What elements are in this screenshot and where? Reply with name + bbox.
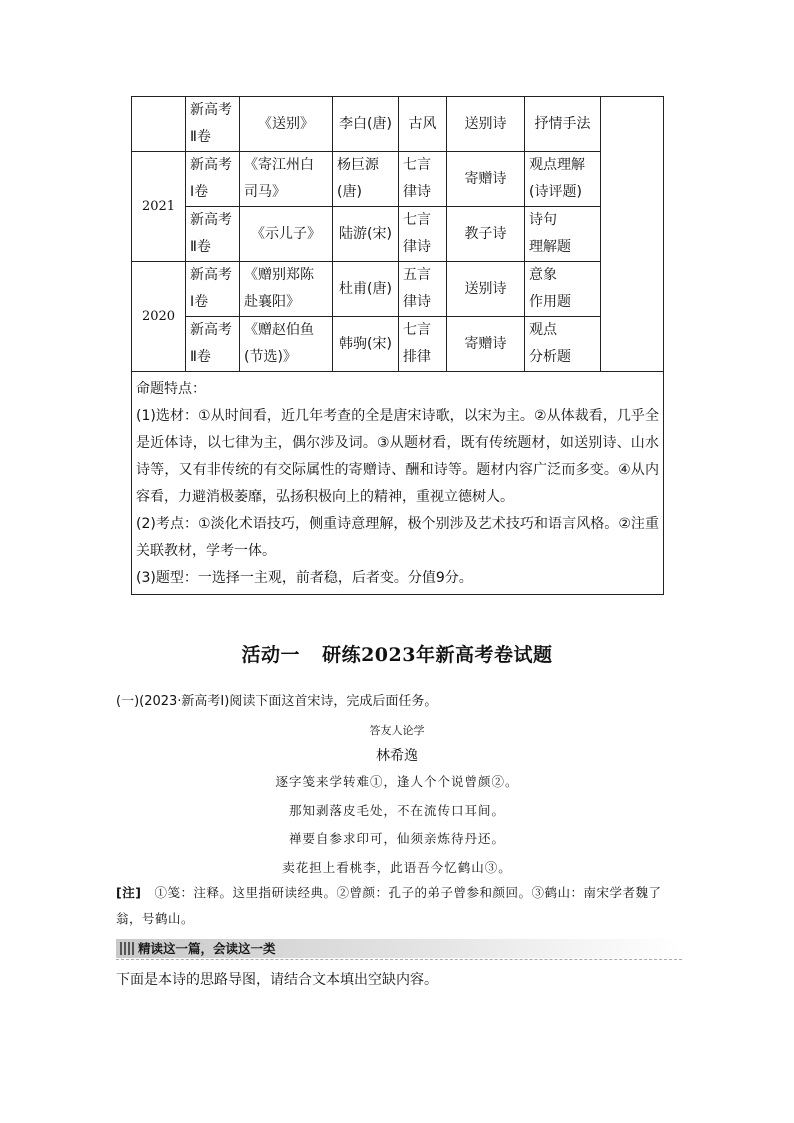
section-heading-b: 研练2023年新高考卷试题 (322, 644, 553, 666)
year-cell: 2021 (132, 152, 186, 262)
theme-cell: 寄赠诗 (447, 152, 525, 207)
note-text: ①笺：注释。这里指研读经典。②曾颜：孔子的弟子曾参和颜回。③鹤山：南宋学者魏了翁，号鹤山。 (116, 885, 662, 926)
year-cell-empty (132, 97, 186, 152)
theme-cell: 寄赠诗 (447, 317, 525, 372)
author-cell: 陆游(宋) (333, 207, 399, 262)
note-label: [注] (116, 885, 142, 900)
theme-cell: 送别诗 (447, 97, 525, 152)
year-cell: 2020 (132, 262, 186, 372)
form-cell: 五言 律诗 (399, 262, 447, 317)
theme-cell: 送别诗 (447, 262, 525, 317)
section-heading-a: 活动一 (241, 644, 301, 666)
notes-paragraph: (1)选材：①从时间看，近几年考查的全是唐宋诗歌，以宋为主。②从体裁看，几乎全是近体诗，以七律为主，偶尔涉及词。③从题材看，既有传统题材，如送别诗、山水诗等，又有非传统的有交际属性的寄赠诗、酬和诗等。题材内容广泛而多变。④从内容看，力避消极萎靡，弘扬积极向上的精神，重视立德树人。 (136, 408, 659, 505)
notes-cell (132, 372, 664, 595)
title-cell: 《寄江州白 司马》 (240, 152, 333, 207)
form-cell: 七言 排律 (399, 317, 447, 372)
poem-author: 林希逸 (376, 748, 418, 764)
notes-row (132, 372, 664, 595)
paper-cell: 新高考 Ⅱ卷 (186, 97, 240, 152)
table-row (132, 207, 664, 262)
question-cell: 诗句 理解题 (525, 207, 601, 262)
question-cell: 观点 分析题 (525, 317, 601, 372)
task-text: 下面是本诗的思路导图，请结合文本填出空缺内容。 (116, 972, 438, 988)
paper-cell: 新高考 Ⅰ卷 (186, 152, 240, 207)
paper-cell: 新高考 Ⅰ卷 (186, 262, 240, 317)
title-cell: 《示儿子》 (240, 207, 333, 262)
question-cell: 意象 作用题 (525, 262, 601, 317)
section-banner (116, 939, 682, 958)
paper-cell: 新高考 Ⅱ卷 (186, 207, 240, 262)
question-cell: 观点理解 (诗评题) (525, 152, 601, 207)
intro-text: (一)(2023·新高考Ⅰ)阅读下面这首宋诗，完成后面任务。 (116, 694, 438, 709)
author-cell: 杜甫(唐) (333, 262, 399, 317)
table-row (132, 152, 664, 207)
blank-column (601, 97, 664, 372)
banner-label: 精读这一篇，会读这一类 (138, 941, 276, 956)
poem-line: 卖花担上看桃李，此语吾今忆鹤山③。 (282, 860, 512, 875)
notes-paragraph: (3)题型：一选择一主观，前者稳，后者变。分值9分。 (136, 570, 473, 586)
poem-line: 那知剥落皮毛处，不在流传口耳间。 (288, 803, 505, 818)
section-heading (0, 640, 794, 667)
theme-cell: 教子诗 (447, 207, 525, 262)
question-cell: 抒情手法 (525, 97, 601, 152)
paper-cell: 新高考 Ⅱ卷 (186, 317, 240, 372)
notes-paragraph: (2)考点：①淡化术语技巧，侧重诗意理解，极个别涉及艺术技巧和语言风格。②注重关联教材，学考一体。 (136, 516, 659, 559)
divider (116, 959, 682, 960)
author-cell: 韩驹(宋) (333, 317, 399, 372)
author-cell: 李白(唐) (333, 97, 399, 152)
author-cell: 杨巨源 (唐) (333, 152, 399, 207)
form-cell: 古风 (399, 97, 447, 152)
banner-bars-icon (120, 942, 134, 955)
poem-title: 答友人论学 (369, 724, 425, 737)
table-row (132, 317, 664, 372)
notes-heading: 命题特点： (136, 381, 206, 397)
poem-note (116, 880, 680, 932)
table-row (132, 262, 664, 317)
exam-table (131, 96, 664, 595)
poem-line: 逐字笺来学转难①，逢人个个说曾颜②。 (275, 774, 519, 789)
poem-line: 禅要自参求印可，仙须亲炼待丹还。 (288, 831, 505, 846)
form-cell: 七言 律诗 (399, 207, 447, 262)
title-cell: 《赠别郑陈 赴襄阳》 (240, 262, 333, 317)
form-cell: 七言 律诗 (399, 152, 447, 207)
title-cell: 《送别》 (240, 97, 333, 152)
table-row (132, 97, 664, 152)
title-cell: 《赠赵伯鱼 (节选)》 (240, 317, 333, 372)
